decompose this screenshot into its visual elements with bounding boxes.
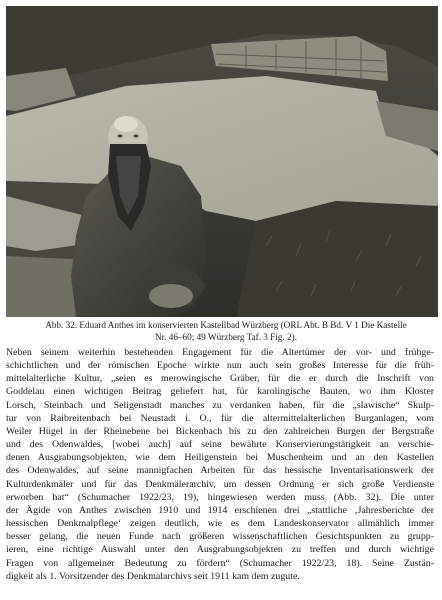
text-line: mittelalterliche Kultur, „seien es merowingische Gräber, für die er durch die Inschrift von: [6, 373, 434, 385]
text-line: der Ägide von Anthes zwischen 1910 und 1914 erschienen drei „stattliche ‚Jahresberichte der: [6, 504, 434, 516]
text-line: Kulturdenkmäler und für das Denkmälerarchiv, um dessen Ordnung er sich große Verdienste: [6, 478, 434, 490]
text-line: tur von Raibreitenbach bei Neustadt i. O., für die altermittelalterlichen Burganlagen, vom: [6, 412, 434, 424]
text-line: besser gelang, die neuen Funde nach größeren wissenschaftlichen Gesichtspunkten zu grupp-: [6, 531, 434, 543]
figure-photo: [6, 6, 438, 317]
caption-line: Nr. 46–60; 49 Würzberg Taf. 3 Fig. 2).: [154, 332, 297, 342]
text-line: Weiler Hügel in der Rheinebene bei Bickenbach bis zu den zahlreichen Burgen der Bergstraße: [6, 425, 434, 437]
figure-caption: [22, 319, 430, 343]
text-line: Goddelau einen wichtigen Beitrag geliefert hat, für karolingische Bauten, wo ihm Kloster: [6, 386, 434, 398]
body-paragraph: [6, 346, 434, 583]
text-line: denen Ausgrabungsobjekten, wie dem Heiligenstein bei Muschenheim und an den Kastellen: [6, 452, 434, 464]
photo-illustration: [6, 6, 438, 317]
text-line: Lorsch, Steinbach und Seligenstadt manches zu verdanken haben, für die „slawische“ Skulp-: [6, 399, 434, 411]
text-line: schichtlichen und der römischen Epoche wirkte nun auch sein großes Interesse für die früh-: [6, 360, 434, 372]
text-line: Neben seinem weiterhin bestehenden Engagement für die Altertümer der vor- und frühge-: [6, 347, 434, 358]
caption-line: Abb. 32. Eduard Anthes im konservierten Kastellbad Würzberg (ORL Abt. B Bd. V 1 Die Kastelle: [45, 320, 407, 330]
text-line: und des Odenwaldes, [wobei auch] auf seine bewährte Konservierungstätigkeit an verschie-: [6, 439, 434, 451]
text-line: hessischen Denkmalpflege‘ zeigen deutlich, wie es dem Landeskonservator allmählich immer: [6, 518, 434, 530]
text-line: erworben hat“ (Schumacher 1922/23, 19), hingewiesen werden muss (Abb. 32). Die unter: [6, 491, 434, 503]
text-line: ieren, eine richtige Auswahl unter den Ausgrabungsobjekten zu treffen und durch wichtige: [6, 544, 434, 556]
text-line: des Odenwaldes, auf seine mannigfachen Arbeiten für das hessische Inventarisationswerk der: [6, 465, 434, 477]
text-line: digkeit als 1. Vorsitzender des Denkmalarchivs seit 1911 kam dem zugute.: [6, 570, 300, 582]
text-line: Fragen von allgemeiner Bedeutung zu fördern“ (Schumacher 1922/23, 18). Seine Zustän-: [6, 557, 434, 569]
